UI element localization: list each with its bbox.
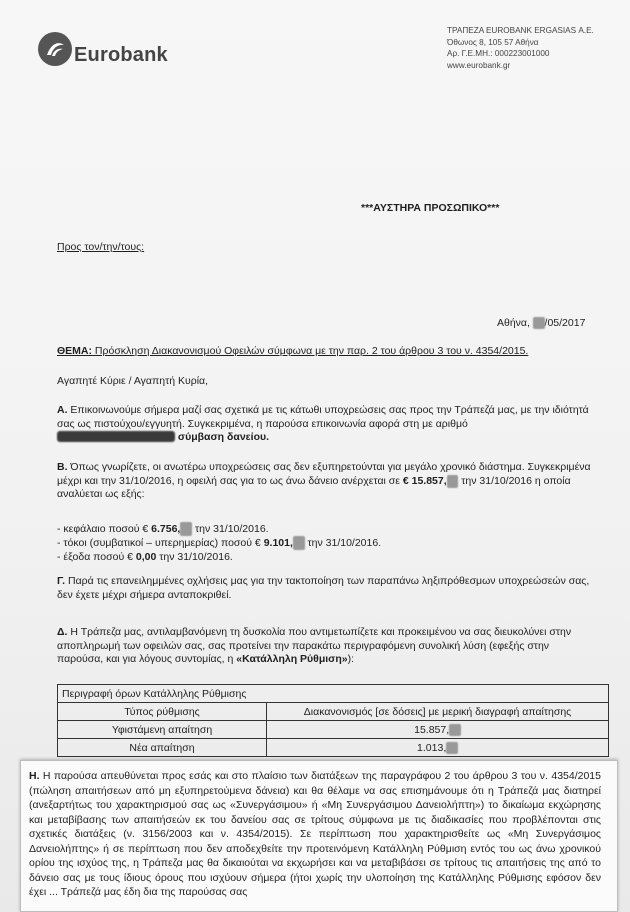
row-value: 15.857, <box>414 723 450 736</box>
amount-cents-obscured: 48 <box>446 741 458 754</box>
greeting: Αγαπητέ Κύριε / Αγαπητή Κυρία, <box>57 375 209 387</box>
eurobank-logo-icon <box>38 32 72 66</box>
para-tail: ): <box>347 653 355 665</box>
overlay-fade <box>21 901 617 911</box>
breakdown-item <box>57 522 381 536</box>
item-date: την 31/10/2016. <box>156 551 233 563</box>
para-letter: Γ. <box>57 575 66 587</box>
table-row <box>58 739 609 757</box>
item-amount: 0,00 <box>135 551 157 563</box>
bank-address <box>447 25 594 71</box>
item-date: την 31/10/2016. <box>192 523 269 535</box>
debt-breakdown <box>57 522 381 564</box>
paragraph-h <box>29 769 601 900</box>
para-text: την 31/10/2016 η οποία αναλύεται ως εξής: <box>57 474 571 500</box>
letter-subject <box>57 345 528 357</box>
item-label: - τόκοι (συμβατικοί – υπερημερίας) ποσού € <box>57 537 264 549</box>
para-text: Παρά τις επανειλημμένες οχλήσεις μας για την τακτοποίηση των παραπάνω ληξιπρόθεσμων υποχρεώσεών σας, δεν έχετε μέχρι σήμερα ανταποκριθεί. <box>57 575 590 601</box>
para-bold: «Κατάλληλη Ρύθμιση» <box>236 653 348 665</box>
para-letter: Β. <box>57 461 68 473</box>
row-value: 1.013, <box>417 741 447 754</box>
row-value-cell <box>267 739 609 757</box>
subject-text: Πρόσκληση Διακανονισμού Οφειλών σύμφωνα με την παρ. 2 του άρθρου 3 του ν. 4354/2015. <box>92 345 529 357</box>
confidential-label: ***ΑΥΣΤΗΡΑ ΠΡΟΣΩΠΙΚΟ*** <box>361 202 500 214</box>
paragraph-a <box>57 404 597 445</box>
breakdown-item <box>57 536 381 550</box>
para-text: Η Τράπεζα μας, αντιλαμβανόμενη τη δυσκολία που αντιμετωπίζετε και προκειμένου να σας διευκολύνει στην αποπληρωμή των οφειλών σας, σας προτείνει την παρακάτω περιγραφόμενη συνολική λύση (εφεξής στην παρούσα, και για λόγους συντομίας, η <box>57 626 572 665</box>
address-line: Όθωνος 8, 105 57 Αθήνα <box>447 37 539 47</box>
row-value: Διακανονισμός [σε δόσεις] με μερική διαγραφή απαίτησης <box>267 703 609 721</box>
para-text: Όπως γνωρίζετε, οι ανωτέρω υποχρεώσεις σας δεν εξυπηρετούνται για μεγάλο χρονικό διάστημα. Συγκεκριμένα μέχρι και την 31/10/2016, η οφειλή σας για το ως άνω δάνειο ανέρχεται σε <box>57 461 591 487</box>
recipient-label: Προς τον/την/τους: <box>57 241 145 253</box>
amount-cents-obscured: 63 <box>180 523 193 535</box>
total-amount: € 15.857, <box>402 474 447 487</box>
paragraph-h-overlay <box>20 760 618 912</box>
para-letter: Η. <box>29 770 40 782</box>
address-line: ΤΡΑΠΕΖΑ EUROBANK ERGASIAS Α.Ε. <box>447 26 594 35</box>
date-prefix: Αθήνα, <box>497 317 533 329</box>
row-label: Υφιστάμενη απαίτηση <box>58 721 267 739</box>
table-title-row <box>58 685 609 703</box>
item-label: - κεφάλαιο ποσού € <box>57 523 152 535</box>
logo-wordmark: Eurobank <box>74 44 168 66</box>
row-label: Τύπος ρύθμισης <box>58 703 267 721</box>
paragraph-d <box>57 626 597 667</box>
address-line: www.eurobank.gr <box>447 60 511 70</box>
table-title: Περιγραφή όρων Κατάλληλης Ρύθμισης <box>58 685 609 703</box>
amount-cents-obscured: 81 <box>446 474 459 487</box>
loan-number-redacted <box>57 431 175 442</box>
breakdown-item <box>57 550 381 564</box>
item-date: την 31/10/2016. <box>304 537 382 549</box>
item-amount: 6.756, <box>151 523 181 535</box>
paragraph-c <box>57 575 597 602</box>
table-row <box>58 703 609 721</box>
row-label: Νέα απαίτηση <box>58 739 267 757</box>
settlement-terms-table <box>57 684 609 757</box>
para-tail: σύμβαση δανείου. <box>177 431 270 443</box>
table-row <box>58 721 609 739</box>
item-label: - έξοδα ποσού € <box>57 551 136 563</box>
address-line: Αρ. Γ.Ε.ΜΗ.: 000223001000 <box>447 49 550 58</box>
date-rest: /05/2017 <box>544 317 586 329</box>
amount-cents-obscured: 28 <box>292 537 305 549</box>
subject-label: ΘΕΜΑ: <box>57 345 92 357</box>
para-text: Επικοινωνούμε σήμερα μαζί σας σχετικά με τις κάτωθι υποχρεώσεις σας προς την Τράπεζά μας, με την ιδιότητά σας ως πιστούχου/εγγυητή. Συγκεκριμένα, η παρούσα επικοινωνία αφορά στη με αριθμό <box>57 404 589 430</box>
date-day-obscured: 26 <box>532 317 545 329</box>
paragraph-b <box>57 461 597 502</box>
para-letter: Α. <box>57 404 68 416</box>
eurobank-logo <box>38 30 168 67</box>
para-text: Η παρούσα απευθύνεται προς εσάς και στο πλαίσιο των διατάξεων της παραγράφου 2 του άρθρου 3 του ν. 4354/2015 (πώληση απαιτήσεων από μη εξυπηρετούμενα δάνεια) και θα θέλαμε να σας επισημάνουμε ότι η Τράπεζά μας διατηρεί (ανεξαρτήτως του χαρακτηρισμού σας ως «Συνεργάσιμου» ή «Μη Συνεργάσιμου Δανειολήπτη») το δικαίωμα εκχώρησης και μεταβίβασης των απαιτήσεών εκ του δανείου σας σε τρίτους σύμφωνα με τις διαδικασίες που προβλέπονται στις σχετικές διατάξεις (ν. 3156/2003 και ν. 4354/2015). Σε περίπτωση που χαρακτηρισθείτε ως «Μη Συνεργάσιμος Δανειολήπτης» ή σε περίπτωση που δεν αποδεχθείτε την προτεινόμενη Κατάλληλη Ρύθμιση εντός του ως άνω χρονικού ορίου της ισχύος της, η Τράπεζα μας θα δικαιούται να εκχωρήσει και να μεταβιβάσει σε τρίτους τις απαιτήσεις της από το δάνειο σας με τους ίδιους όρους που ισχύουν σήμερα (ήτοι χωρίς την υλοποίηση της Κατάλληλης Ρύθμισης εφόσον δεν έχει ... Τράπεζά μας έδη δια της παρούσας σας <box>29 770 601 898</box>
letter-date <box>497 317 585 329</box>
item-amount: 9.101, <box>263 537 293 549</box>
para-letter: Δ. <box>57 626 68 638</box>
amount-cents-obscured: 81 <box>449 723 461 736</box>
row-value-cell <box>267 721 609 739</box>
